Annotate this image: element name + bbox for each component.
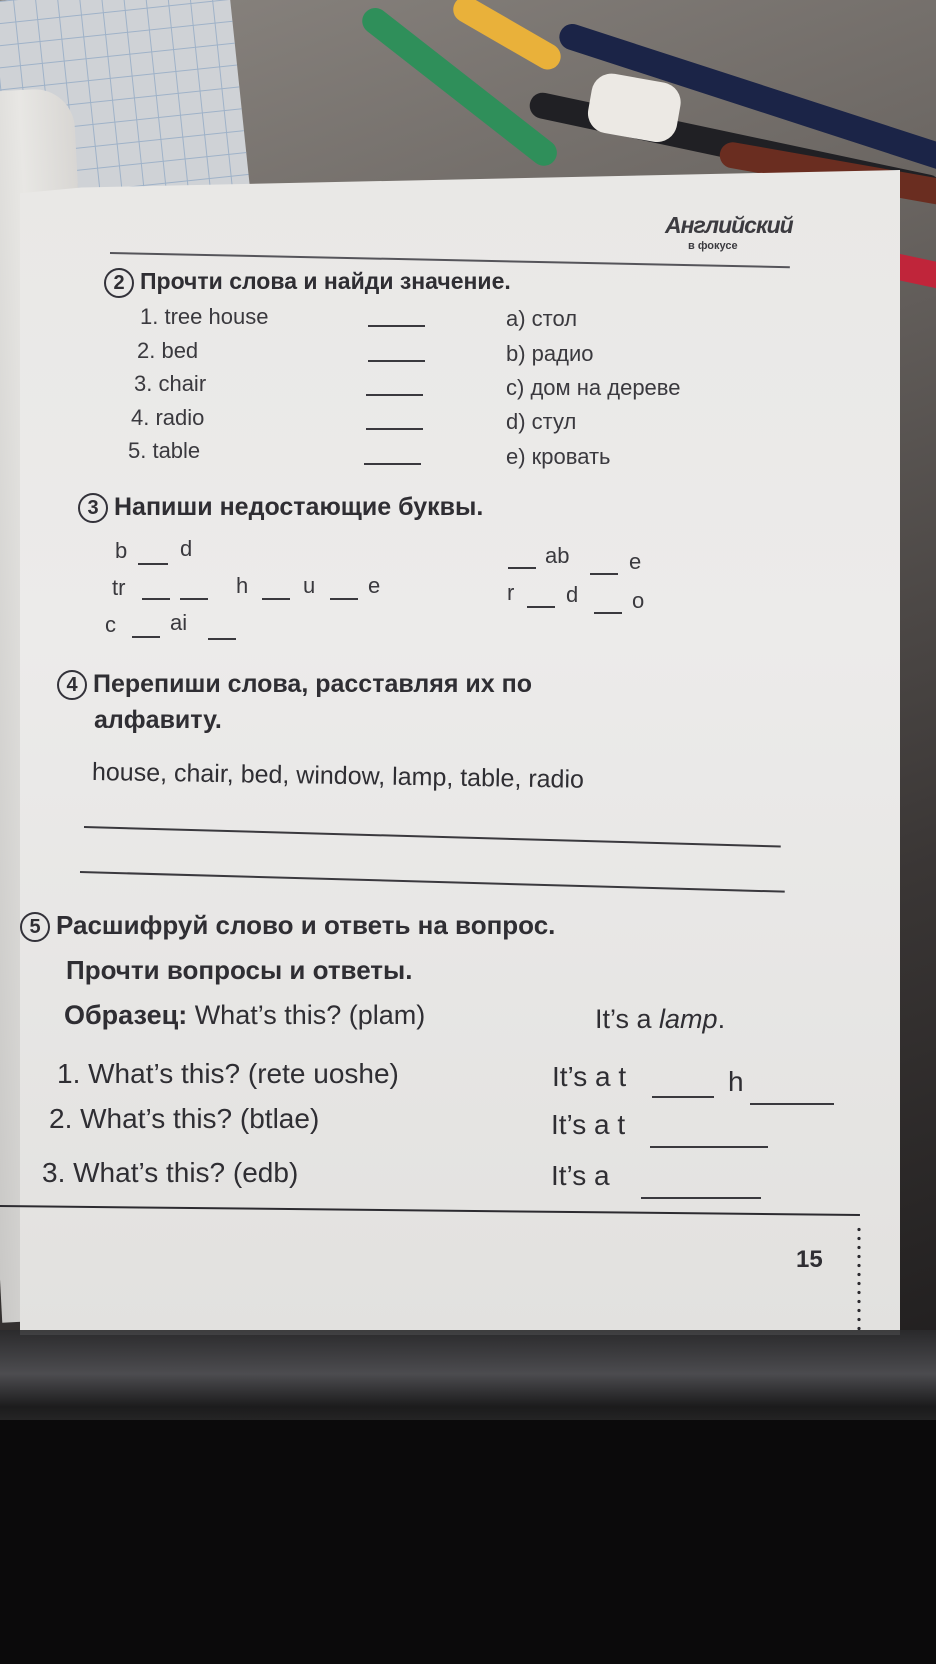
ex3-frag-o: o <box>632 588 645 613</box>
ex2-word-4: 4. radio <box>131 405 205 430</box>
ex3-frag-b: b <box>115 538 128 563</box>
ex3-frag-ai: ai <box>170 610 188 635</box>
ex3-blank[interactable] <box>138 563 168 565</box>
ex5-example-label: Образец: <box>64 1000 188 1030</box>
ex5-example-period: . <box>717 1004 726 1034</box>
ex3-blank[interactable] <box>142 598 170 600</box>
ex3-title: Напиши недостающие буквы. <box>114 493 484 521</box>
ex3-heading <box>78 493 483 523</box>
ex5-number: 5 <box>20 912 50 942</box>
ex2-meaning-b: b) радио <box>506 341 594 366</box>
ex2-heading <box>104 268 511 298</box>
ex3-blank[interactable] <box>208 638 236 640</box>
ex3-blank[interactable] <box>132 636 160 638</box>
ex3-blank[interactable] <box>262 598 290 600</box>
ex3-blank[interactable] <box>180 598 208 600</box>
ex2-meaning-c: c) дом на дереве <box>506 375 681 400</box>
ex5-answer-3: It’s a <box>551 1160 610 1191</box>
ex5-answer-2-blank[interactable] <box>650 1146 768 1148</box>
header-rule <box>110 252 790 268</box>
ex3-blank[interactable] <box>330 598 358 600</box>
ex5-answer-2: It’s a t <box>551 1109 626 1140</box>
ex2-answer-blank-4[interactable] <box>366 428 423 430</box>
ex5-heading <box>20 910 555 942</box>
ex5-answer-1-blank-t[interactable] <box>652 1096 714 1098</box>
ex5-answer-1-h: h <box>728 1066 744 1097</box>
ex5-example-question: What’s this? (plam) <box>194 1000 426 1030</box>
ex5-answer-1-blank-h[interactable] <box>750 1103 834 1105</box>
ex4-word-list: house, chair, bed, window, lamp, table, radio <box>91 758 585 794</box>
ex2-answer-blank-3[interactable] <box>366 394 423 396</box>
ex4-answer-line-2[interactable] <box>80 871 785 893</box>
page-bottom-rule <box>0 1205 860 1216</box>
ex2-meaning-e: e) кровать <box>506 444 611 469</box>
ex4-heading <box>57 670 532 700</box>
ex3-frag-e2: e <box>629 549 642 574</box>
ex3-number: 3 <box>78 493 108 523</box>
ex3-blank[interactable] <box>590 573 618 575</box>
ex3-frag-h: h <box>236 573 249 598</box>
ex2-answer-blank-2[interactable] <box>368 360 425 362</box>
ex2-answer-blank-5[interactable] <box>364 463 421 465</box>
book-logo-subtitle: в фокусе <box>688 240 738 252</box>
ex4-answer-line-1[interactable] <box>84 826 781 847</box>
ex2-word-3: 3. chair <box>134 371 207 396</box>
ex4-number: 4 <box>57 670 87 700</box>
ex5-title-line1: Расшифруй слово и ответь на вопрос. <box>56 910 556 940</box>
ex3-frag-tr: tr <box>112 575 126 600</box>
ex3-frag-ab: ab <box>545 543 570 568</box>
ex5-example-answer-prefix: It’s a <box>595 1004 652 1034</box>
ex2-title: Прочти слова и найди значение. <box>140 268 511 295</box>
ex5-answer-3-blank[interactable] <box>641 1197 761 1199</box>
ex4-title-line2: алфавиту. <box>94 706 222 734</box>
ex2-number: 2 <box>104 268 134 298</box>
ex3-frag-d: d <box>180 536 193 561</box>
ex5-example-answer <box>595 1004 725 1035</box>
ex3-blank[interactable] <box>527 606 555 608</box>
ex5-example-answer-word: lamp <box>659 1004 718 1034</box>
ex4-title-line1: Перепиши слова, расставляя их по <box>93 670 532 698</box>
ex5-question-3: 3. What’s this? (edb) <box>42 1157 299 1188</box>
ex3-frag-d2: d <box>566 582 579 607</box>
ex3-blank[interactable] <box>594 612 622 614</box>
ex2-word-2: 2. bed <box>137 338 199 363</box>
ex2-word-1: 1. tree house <box>140 304 269 329</box>
ex3-frag-c: c <box>105 612 116 637</box>
ex2-meaning-d: d) стул <box>506 409 577 434</box>
ex5-answer-1: It’s a t <box>552 1061 627 1092</box>
ex3-frag-r: r <box>507 580 515 605</box>
ex5-title-line2: Прочти вопросы и ответы. <box>66 955 413 985</box>
ex5-example <box>64 1000 425 1031</box>
book-logo: Английский <box>665 212 793 238</box>
ex5-question-1: 1. What’s this? (rete uoshe) <box>57 1058 399 1089</box>
ex2-answer-blank-1[interactable] <box>368 325 425 327</box>
ex5-question-2: 2. What’s this? (btlae) <box>49 1103 320 1134</box>
ex2-word-5: 5. table <box>128 438 201 463</box>
page-number: 15 <box>796 1246 823 1273</box>
ex2-meaning-a: a) стол <box>506 306 578 331</box>
ex3-frag-u: u <box>303 573 316 598</box>
ex3-blank[interactable] <box>508 567 536 569</box>
ex3-frag-e: e <box>368 573 381 598</box>
dotted-edge <box>857 1225 861 1330</box>
